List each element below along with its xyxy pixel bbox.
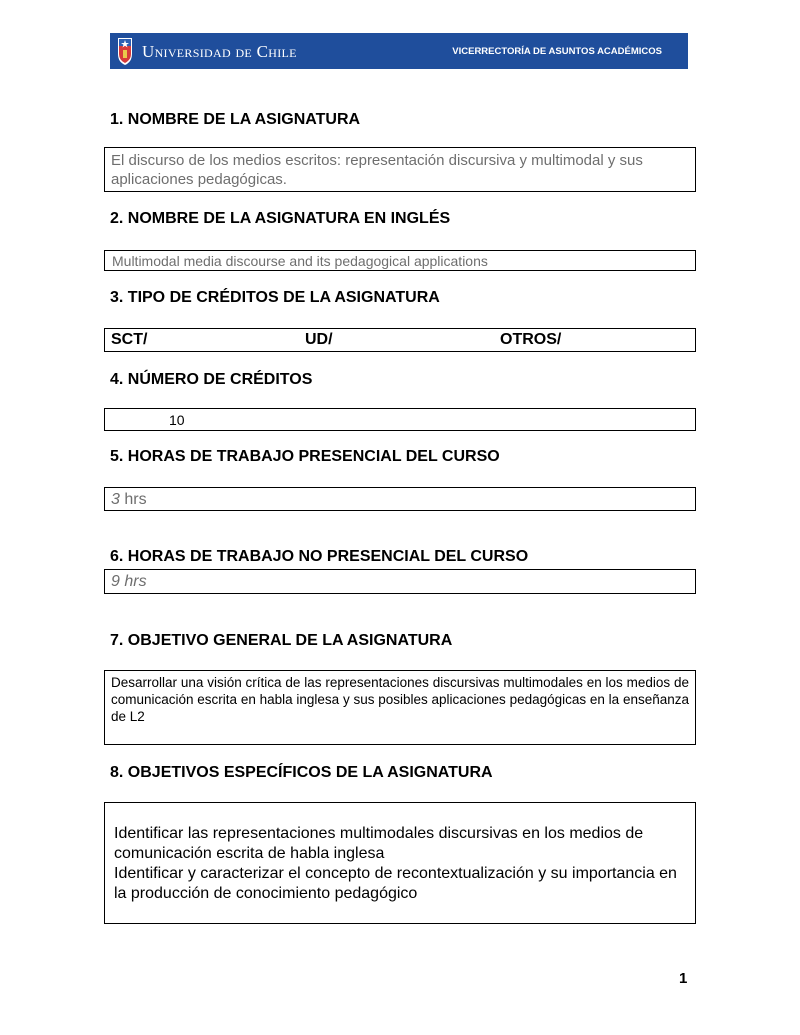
specific-objective-1: Identificar las representaciones multimodales discursivas en los medios de comunicación escrita de habla inglesa [114, 825, 644, 862]
section-4-heading: 4. NÚMERO DE CRÉDITOS [110, 371, 313, 388]
section-1-heading: 1. NOMBRE DE LA ASIGNATURA [110, 111, 361, 128]
university-name: Universidad de Chile [142, 42, 297, 61]
header-banner [110, 33, 688, 69]
general-objective-box: Desarrollar una visión crítica de las representaciones discursivas multimodales en los medios de comunicación escrita en habla inglesa y sus posibles aplicaciones pedagógicas en la enseñanza de L2 [104, 670, 696, 745]
specific-objectives-box [104, 802, 696, 924]
page-number: 1 [679, 970, 688, 987]
university-crest-icon [116, 36, 134, 66]
credit-type-otros: OTROS/ [500, 331, 562, 348]
section-5-heading: 5. HORAS DE TRABAJO PRESENCIAL DEL CURSO [110, 448, 500, 465]
section-2-heading: 2. NOMBRE DE LA ASIGNATURA EN INGLÉS [110, 210, 451, 227]
contact-hours-number: 3 [111, 491, 120, 508]
section-6-heading: 6. HORAS DE TRABAJO NO PRESENCIAL DEL CURSO [110, 548, 529, 565]
course-name-english-box: Multimodal media discourse and its pedagogical applications [104, 250, 696, 271]
independent-hours-box: 9 hrs [104, 569, 696, 594]
credit-type-box [104, 328, 696, 352]
specific-objective-2: Identificar y caracterizar el concepto de recontextualización y su importancia en la producción de conocimiento pedagógico [114, 865, 677, 902]
section-7-heading: 7. OBJETIVO GENERAL DE LA ASIGNATURA [110, 632, 453, 649]
credit-type-sct: SCT/ [111, 331, 148, 348]
contact-hours-unit: hrs [119, 491, 147, 508]
section-3-heading: 3. TIPO DE CRÉDITOS DE LA ASIGNATURA [110, 289, 440, 306]
department-name: VICERRECTORÍA DE ASUNTOS ACADÉMICOS [452, 46, 662, 57]
credit-number-box [104, 408, 696, 431]
credit-number-value: 10 [169, 412, 185, 428]
course-name-box: El discurso de los medios escritos: representación discursiva y multimodal y sus aplicaciones pedagógicas. [104, 147, 696, 192]
section-8-heading: 8. OBJETIVOS ESPECÍFICOS DE LA ASIGNATURA [110, 764, 493, 781]
credit-type-ud: UD/ [305, 331, 333, 348]
contact-hours-box [104, 487, 696, 511]
